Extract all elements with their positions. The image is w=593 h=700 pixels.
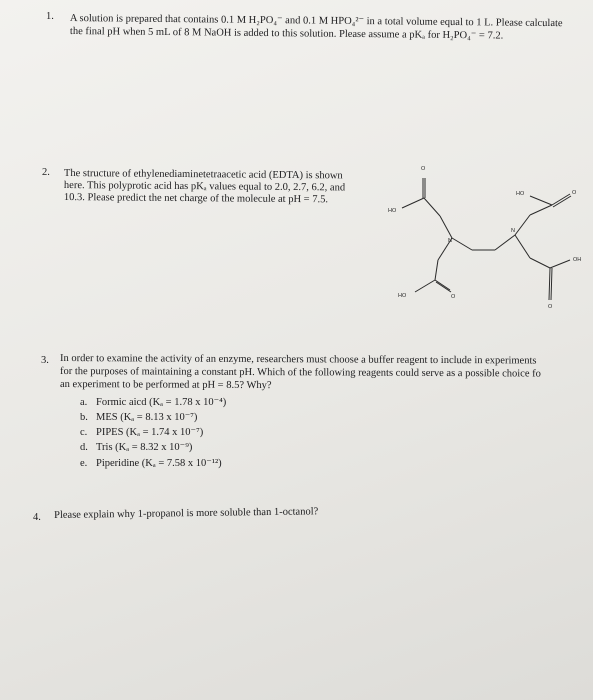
edta-o-bottom-right-label: O [548,304,553,310]
option-d-letter: d. [80,442,88,453]
edta-ho-bottom-left-label: HO [398,293,407,299]
question-1-line-2: the final pH when 5 mL of 8 M NaOH is added to this solution. Please assume a pKₐ for H₂PO₄⁻ = 7.2. [69,26,504,42]
option-b-letter: b. [80,412,88,423]
edta-structure-diagram [380,160,590,335]
edta-ho-top-left-label: HO [388,208,397,214]
option-b [80,411,197,423]
edta-n-left-label: N [448,238,452,244]
question-2-line-2: here. This polyprotic acid has pKₐ values equal to 2.0, 2.7, 6.2, and [63,180,346,194]
option-d [80,441,192,453]
question-2-line-1: The structure of ethylenediaminetetraacetic acid (EDTA) is shown [63,168,343,182]
edta-o-top-label: O [421,166,426,172]
option-e-text: Piperidine (Kₐ = 7.58 x 10⁻¹²) [96,458,222,469]
option-a [80,396,226,408]
option-b-text: MES (Kₐ = 8.13 x 10⁻⁷) [96,412,198,423]
question-3-line-2: for the purposes of maintaining a constant pH. Which of the following reagents could serve as a possible choice fo [59,366,541,380]
option-d-text: Tris (Kₐ = 8.32 x 10⁻⁹) [96,442,193,453]
option-c-letter: c. [80,427,88,438]
question-1-number: 1. [46,11,54,22]
question-3-line-1: In order to examine the activity of an enzyme, researchers must choose a buffer reagent to include in experiments [59,353,537,367]
question-3-line-3: an experiment to be performed at pH = 8.5? Why? [59,379,272,392]
question-4-line-1: Please explain why 1-propanol is more soluble than 1-octanol? [54,506,319,521]
edta-o-bottom-left-label: O [451,294,456,300]
edta-o-top-right-label: O [572,190,577,196]
option-c-text: PIPES (Kₐ = 1.74 x 10⁻⁷) [96,427,204,438]
option-a-letter: a. [80,397,88,408]
question-3-number: 3. [41,355,49,366]
edta-oh-bottom-right-label: OH [573,257,582,263]
edta-ho-top-right-label: HO [516,191,525,197]
option-e-letter: e. [80,458,88,469]
question-4-number: 4. [33,512,41,523]
option-a-text: Formic aicd (Kₐ = 1.78 x 10⁻⁴) [96,397,227,408]
question-2-line-3: 10.3. Please predict the net charge of the molecule at pH = 7.5. [63,192,329,206]
edta-n-right-label: N [511,228,515,234]
option-e [80,457,222,469]
question-2-number: 2. [42,167,50,178]
question-1-line-1: A solution is prepared that contains 0.1 M H₂PO₄⁻ and 0.1 M HPO₄²⁻ in a total volume equal to 1 L. Please calculate [69,13,563,30]
option-c [80,426,203,438]
